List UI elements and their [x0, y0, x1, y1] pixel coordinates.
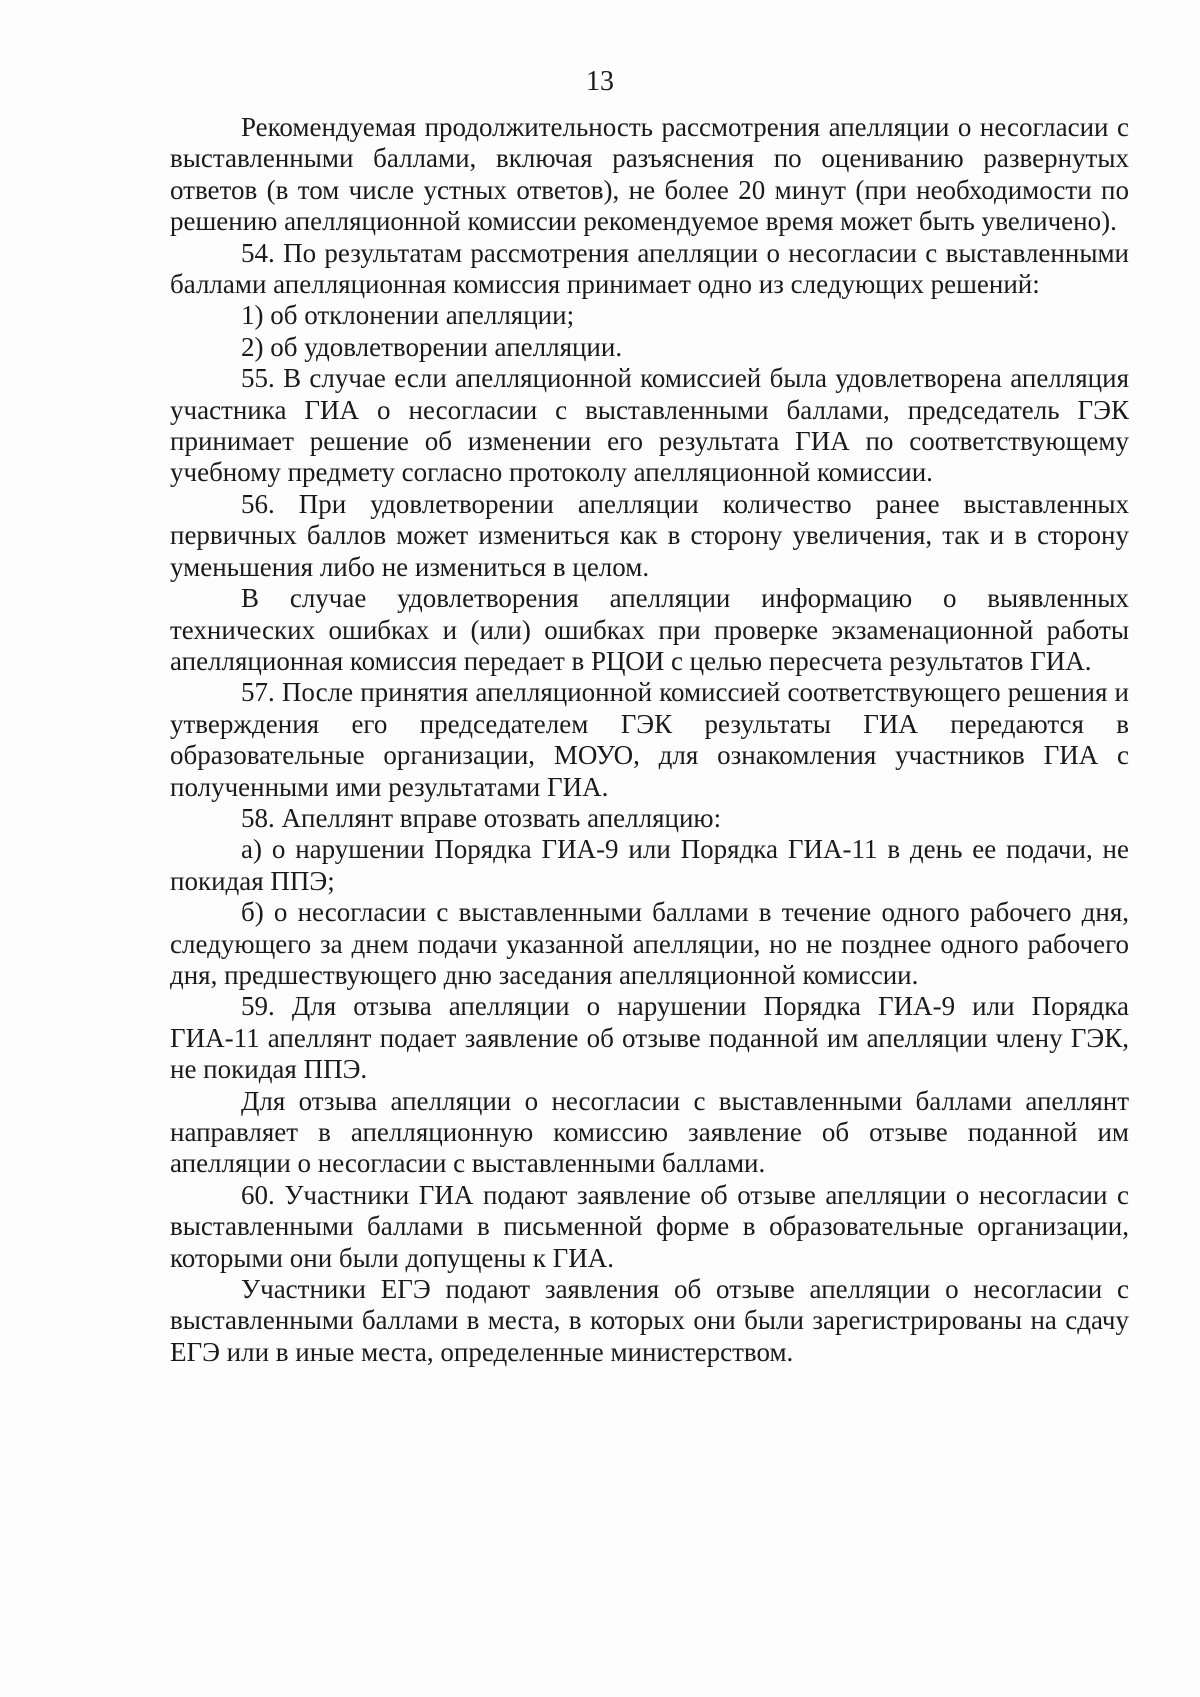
paragraph-item-55: 55. В случае если апелляционной комиссией была удовлетворена апелляция участника ГИА о несогласии с выставленными баллами, председатель ГЭК принимает решение об изменении его результата ГИА по соответствующему учебному предмету согласно протоколу апелляционной комиссии. — [170, 363, 1129, 488]
paragraph-item-59-continued: Для отзыва апелляции о несогласии с выставленными баллами апеллянт направляет в апелляционную комиссию заявление об отзыве поданной им апелляции о несогласии с выставленными баллами. — [170, 1085, 1129, 1179]
paragraph-item-60: 60. Участники ГИА подают заявление об отзыве апелляции о несогласии с выставленными баллами в письменной форме в образовательные организации, которыми они были допущены к ГИА. — [170, 1179, 1129, 1273]
page-number: 13 — [586, 66, 614, 97]
paragraph-item-57: 57. После принятия апелляционной комиссией соответствующего решения и утверждения его председателем ГЭК результаты ГИА передаются в образовательные организации, МОУО, для ознакомления участников ГИА с полученными ими результатами ГИА. — [170, 677, 1129, 802]
paragraph-item-54: 54. По результатам рассмотрения апелляции о несогласии с выставленными баллами апелляционная комиссия принимает одно из следующих решений: — [170, 237, 1129, 300]
paragraph-item-56-continued: В случае удовлетворения апелляции информацию о выявленных технических ошибках и (или) ошибках при проверке экзаменационной работы апелляционная комиссия передает в РЦОИ с целью пересчета результатов ГИА. — [170, 583, 1129, 676]
document-body — [170, 112, 1129, 1368]
paragraph-decision-1: 1) об отклонении апелляции; — [241, 300, 575, 331]
paragraph-recommended-duration: Рекомендуемая продолжительность рассмотрения апелляции о несогласии с выставленными баллами, включая разъяснения по оцениванию развернутых ответов (в том числе устных ответов), не более 20 минут (при необходимости по решению апелляционной комиссии рекомендуемое время может быть увеличено). — [170, 112, 1129, 237]
paragraph-item-60-continued: Участники ЕГЭ подают заявления об отзыве апелляции о несогласии с выставленными баллами в места, в которых они были зарегистрированы на сдачу ЕГЭ или в иные места, определенные министерством. — [170, 1274, 1129, 1367]
paragraph-decision-2: 2) об удовлетворении апелляции. — [241, 331, 623, 362]
paragraph-item-58: 58. Апеллянт вправе отозвать апелляцию: — [241, 802, 722, 833]
paragraph-item-58-a: а) о нарушении Порядка ГИА-9 или Порядка ГИА-11 в день ее подачи, не покидая ППЭ; — [170, 834, 1129, 896]
paragraph-item-56: 56. При удовлетворении апелляции количество ранее выставленных первичных баллов может измениться как в сторону увеличения, так и в сторону уменьшения либо не измениться в целом. — [170, 488, 1129, 582]
paragraph-item-59: 59. Для отзыва апелляции о нарушении Порядка ГИА-9 или Порядка ГИА-11 апеллянт подает заявление об отзыве поданной им апелляции члену ГЭК, не покидая ППЭ. — [170, 991, 1129, 1085]
paragraph-item-58-b: б) о несогласии с выставленными баллами в течение одного рабочего дня, следующего за днем подачи указанной апелляции, но не позднее одного рабочего дня, предшествующего дню заседания апелляционной комиссии. — [170, 897, 1129, 990]
